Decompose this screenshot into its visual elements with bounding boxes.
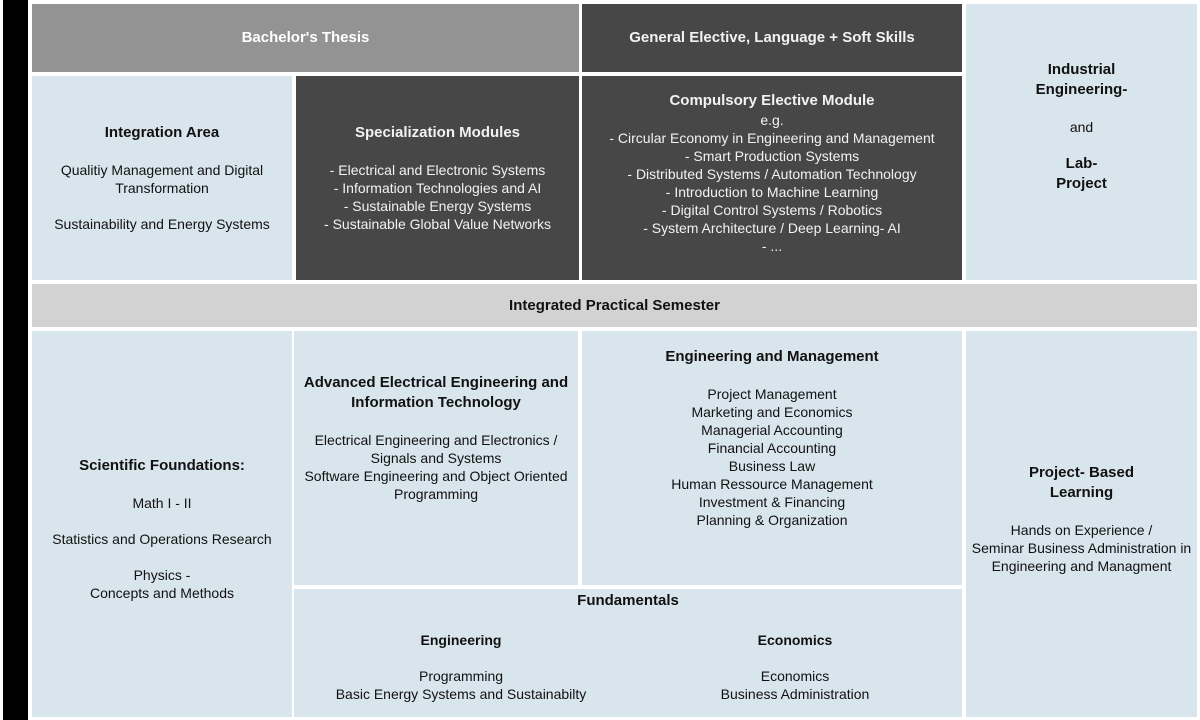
- compulsory-item: - Circular Economy in Engineering and Management: [609, 130, 935, 146]
- compulsory-item: - ...: [761, 238, 783, 254]
- engineering-management-box: [582, 331, 962, 585]
- compulsory-elective-box: [582, 76, 962, 280]
- specialization-item: - Sustainable Energy Systems: [343, 198, 532, 214]
- compulsory-item: - Digital Control Systems / Robotics: [661, 202, 883, 218]
- fundamentals-engineering-item: Basic Energy Systems and Sustainabilty: [335, 686, 587, 702]
- advanced-eeit-item: Electrical Engineering and Electronics /: [314, 432, 558, 448]
- compulsory-item: - Smart Production Systems: [684, 148, 860, 164]
- engineering-management-item: Marketing and Economics: [691, 404, 853, 420]
- fundamentals-title: Fundamentals: [577, 592, 679, 609]
- integration-area-title: Integration Area: [104, 124, 220, 141]
- fundamentals-engineering-item: Programming: [418, 668, 504, 684]
- scientific-item: Math I - II: [132, 495, 192, 511]
- engineering-management-item: Project Management: [707, 386, 837, 402]
- project-based-title-2: Learning: [1049, 484, 1114, 501]
- engineering-management-item: Managerial Accounting: [701, 422, 843, 438]
- engineering-management-item: Investment & Financing: [698, 494, 846, 510]
- project-based-title-1: Project- Based: [1028, 464, 1135, 481]
- engineering-management-item: Human Ressource Management: [671, 476, 873, 492]
- scientific-item: Physics -: [133, 567, 191, 583]
- specialization-title: Specialization Modules: [354, 124, 521, 141]
- scientific-item: Statistics and Operations Research: [52, 531, 272, 547]
- project-based-item: Hands on Experience /: [1010, 522, 1153, 538]
- lab-line2: Project: [1056, 175, 1107, 192]
- project-based-item: Seminar Business Administration in: [971, 540, 1192, 556]
- advanced-eeit-item: Signals and Systems: [370, 450, 502, 466]
- fundamentals-economics-title: Economics: [757, 632, 833, 648]
- left-black-bar: [3, 0, 28, 720]
- scientific-item: Concepts and Methods: [90, 585, 234, 601]
- lab-line1: Lab-: [1065, 155, 1098, 172]
- scientific-foundations-box: [32, 331, 292, 717]
- project-based-learning-box: [966, 331, 1197, 717]
- specialization-item: - Electrical and Electronic Systems: [329, 162, 546, 178]
- fundamentals-economics-item: Economics: [760, 668, 830, 684]
- integration-area-box: [32, 76, 292, 280]
- compulsory-elective-title: Compulsory Elective Module: [669, 92, 875, 109]
- industrial-line1: Industrial: [1047, 61, 1116, 78]
- integration-item: Sustainability and Energy Systems: [54, 216, 270, 232]
- general-elective-box: [582, 4, 962, 72]
- fundamentals-economics: [628, 631, 962, 703]
- specialization-item: - Sustainable Global Value Networks: [324, 216, 551, 232]
- advanced-eeit-item: Programming: [393, 486, 479, 502]
- fundamentals-columns: [294, 631, 962, 703]
- compulsory-item: - System Architecture / Deep Learning- AI: [643, 220, 901, 236]
- bachelors-thesis-label: Bachelor's Thesis: [241, 29, 370, 46]
- advanced-eeit-title-1: Advanced Electrical Engineering and: [303, 374, 569, 391]
- engineering-management-item: Planning & Organization: [696, 512, 848, 528]
- industrial-and: and: [1069, 119, 1094, 135]
- advanced-eeit-item: Software Engineering and Object Oriented: [304, 468, 568, 484]
- general-elective-label: General Elective, Language + Soft Skills: [629, 29, 915, 46]
- engineering-management-item: Financial Accounting: [707, 440, 837, 456]
- practical-semester-label: Integrated Practical Semester: [509, 296, 720, 314]
- fundamentals-box: [294, 589, 962, 717]
- compulsory-eg: e.g.: [760, 112, 784, 128]
- industrial-line2: Engineering-: [1035, 81, 1128, 98]
- compulsory-item: - Distributed Systems / Automation Technology: [627, 166, 917, 182]
- advanced-eeit-title-2: Information Technology: [351, 394, 521, 411]
- engineering-management-item: Business Law: [728, 458, 816, 474]
- engineering-management-title: Engineering and Management: [665, 348, 879, 365]
- integrated-practical-semester-band: [32, 284, 1197, 327]
- bachelors-thesis-box: [32, 4, 579, 72]
- fundamentals-engineering-title: Engineering: [420, 632, 502, 648]
- fundamentals-engineering: [294, 631, 628, 703]
- compulsory-item: - Introduction to Machine Learning: [665, 184, 879, 200]
- scientific-foundations-title: Scientific Foundations:: [79, 457, 245, 474]
- specialization-modules-box: [296, 76, 579, 280]
- industrial-lab-project-box: [966, 4, 1197, 280]
- fundamentals-economics-item: Business Administration: [720, 686, 870, 702]
- integration-item: Qualitiy Management and Digital: [60, 162, 264, 178]
- integration-item: Transformation: [115, 180, 209, 196]
- specialization-item: - Information Technologies and AI: [333, 180, 542, 196]
- project-based-item: Engineering and Managment: [991, 558, 1172, 574]
- advanced-eeit-box: [294, 331, 578, 585]
